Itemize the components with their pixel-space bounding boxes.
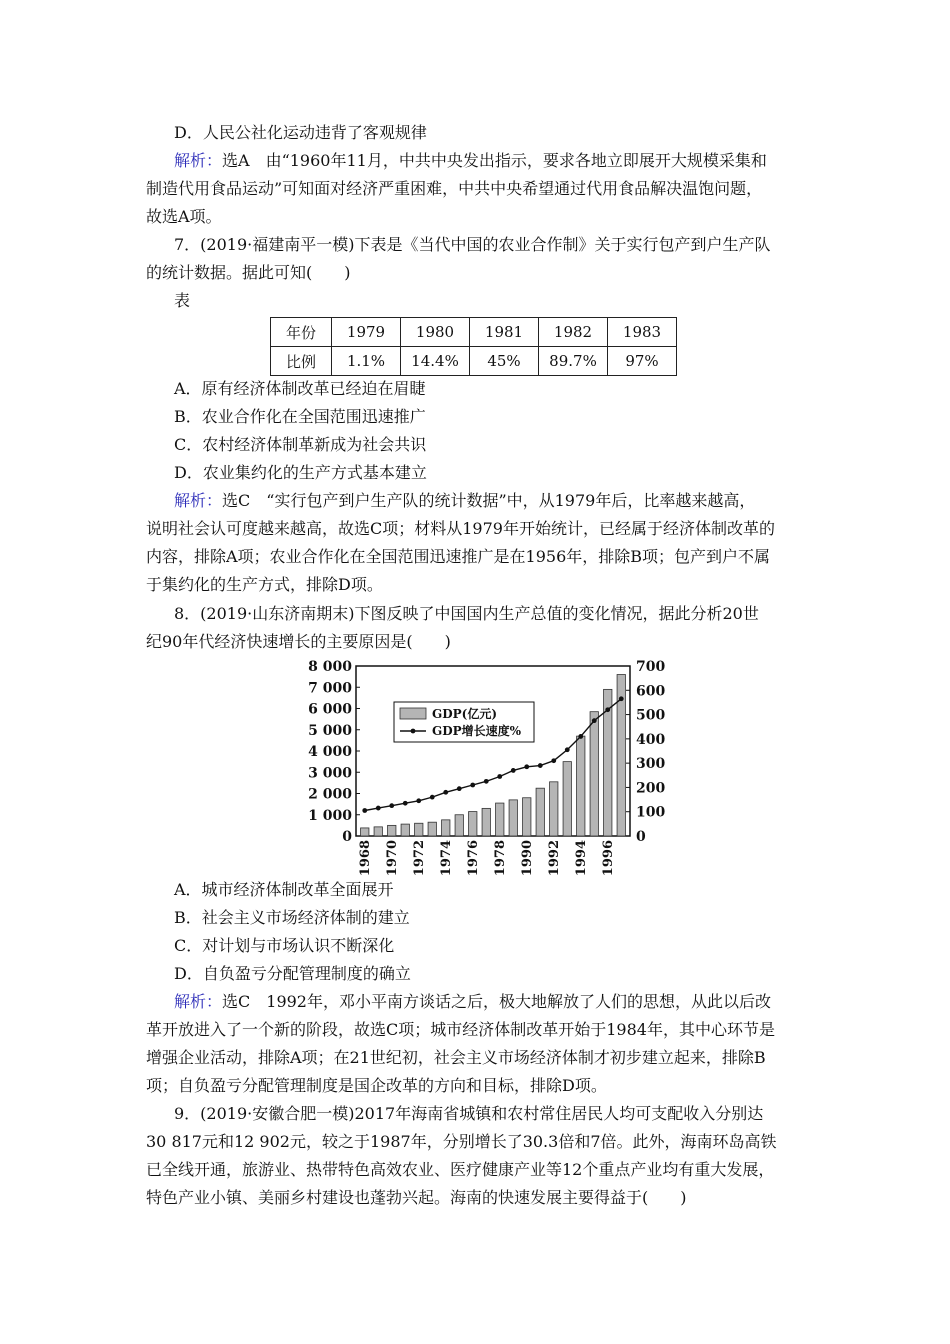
- legend-label-growth: GDP增长速度%: [432, 724, 522, 738]
- table-row: [271, 318, 677, 347]
- growth-point: [457, 786, 462, 791]
- left-axis-tick-label: 3 000: [308, 765, 352, 782]
- q7-analysis-line1: [174, 491, 755, 511]
- q8-option-c: C．对计划与市场认识不断深化: [174, 936, 395, 955]
- q7-option-a: A．原有经济体制改革已经迫在眉睫: [174, 379, 426, 398]
- growth-point: [605, 707, 610, 712]
- q7-analysis-line4: 于集约化的生产方式，排除D项。: [146, 575, 383, 594]
- q8-stem-line2: 纪90年代经济快速增长的主要原因是( ): [146, 632, 451, 651]
- gdp-bar: [509, 800, 517, 836]
- left-axis-tick-label: 0: [342, 829, 352, 845]
- right-axis-tick-label: 500: [636, 707, 666, 724]
- x-tick-label: 1972: [411, 840, 427, 877]
- q6-analysis-line1: [174, 151, 767, 171]
- growth-point: [511, 768, 516, 773]
- right-axis-tick-label: 100: [636, 804, 666, 821]
- x-tick-label: 1994: [573, 840, 589, 877]
- analysis-label: 解析：: [174, 491, 223, 510]
- q8-analysis-line2: 革开放进入了一个新的阶段，故选C项；城市经济体制改革开始于1984年，其中心环节是: [146, 1020, 775, 1039]
- right-axis-tick-label: 300: [636, 756, 666, 773]
- q7-analysis-line2: 说明社会认可度越来越高，故选C项；材料从1979年开始统计，已经属于经济体制改革的: [146, 519, 775, 538]
- gdp-bar: [536, 788, 544, 836]
- growth-point: [362, 808, 367, 813]
- q7-analysis-text1: 选C “实行包产到户生产队的统计数据”中，从1979年后，比率越来越高，: [222, 491, 756, 510]
- gdp-chart: [300, 652, 666, 877]
- growth-point: [497, 774, 502, 779]
- x-tick-label: 1974: [438, 840, 454, 877]
- x-tick-label: 1978: [492, 840, 508, 877]
- gdp-bar: [455, 815, 463, 836]
- chart-layer: [308, 659, 665, 876]
- q6-analysis-line2: 制造代用食品运动”可知面对经济严重困难，中共中央希望通过代用食品解决温饱问题，: [146, 179, 763, 198]
- x-tick-label: 1990: [519, 840, 535, 877]
- growth-point: [578, 734, 583, 739]
- q7-stem-line2: 的统计数据。据此可知( ): [146, 263, 351, 282]
- x-tick-label: 1968: [357, 840, 373, 877]
- q7-option-c: C．农村经济体制革新成为社会共识: [174, 435, 427, 454]
- right-axis-tick-label: 200: [636, 780, 666, 797]
- q8-option-d: D．自负盈亏分配管理制度的确立: [174, 964, 411, 983]
- q6-analysis-text1: 选A 由“1960年11月，中共中央发出指示，要求各地立即展开大规模采集和: [222, 151, 767, 170]
- legend-bar-swatch: [400, 708, 426, 719]
- growth-point: [443, 790, 448, 795]
- gdp-bar: [361, 828, 369, 836]
- legend-label-gdp: GDP(亿元): [432, 707, 498, 721]
- left-axis-tick-label: 6 000: [308, 701, 352, 718]
- q7-table-label: 表: [174, 291, 191, 310]
- right-axis-tick-label: 0: [636, 829, 646, 845]
- q8-analysis-line4: 项；自负盈亏分配管理制度是国企改革的方向和目标，排除D项。: [146, 1076, 607, 1095]
- growth-point: [403, 801, 408, 806]
- q7-option-d: D．农业集约化的生产方式基本建立: [174, 463, 427, 482]
- gdp-bar: [482, 808, 490, 836]
- growth-point: [538, 763, 543, 768]
- q8-analysis-line3: 增强企业活动，排除A项；在21世纪初，社会主义市场经济体制才初步建立起来，排除B: [146, 1048, 766, 1067]
- left-axis-tick-label: 7 000: [308, 680, 352, 697]
- left-axis-tick-label: 2 000: [308, 786, 352, 803]
- q6-analysis-line3: 故选A项。: [146, 207, 222, 226]
- gdp-bar: [496, 803, 504, 836]
- x-tick-label: 1996: [600, 840, 616, 877]
- table-cell: 1980: [401, 318, 470, 347]
- gdp-bar: [563, 762, 571, 836]
- left-axis-tick-label: 5 000: [308, 722, 352, 739]
- table-cell: 14.4%: [401, 347, 470, 376]
- growth-point: [551, 758, 556, 763]
- q8-stem-line1: 8．(2019·山东济南期末)下图反映了中国国内生产总值的变化情况，据此分析20世: [174, 604, 759, 623]
- gdp-bar: [523, 798, 531, 836]
- analysis-label: 解析：: [174, 151, 223, 170]
- q9-stem-line3: 已全线开通，旅游业、热带特色高效农业、医疗健康产业等12个重点产业均有重大发展，: [146, 1160, 775, 1179]
- table-cell: 1982: [539, 318, 608, 347]
- table-cell: 1983: [608, 318, 677, 347]
- table-cell: 1979: [332, 318, 401, 347]
- growth-point: [430, 795, 435, 800]
- growth-point: [565, 747, 570, 752]
- q9-stem-line2: 30 817元和12 902元，较之于1987年，分别增长了30.3倍和7倍。此外，海南环岛高铁: [146, 1132, 777, 1151]
- table-cell: 1.1%: [332, 347, 401, 376]
- left-axis-tick-label: 8 000: [308, 659, 352, 675]
- growth-point: [416, 798, 421, 803]
- gdp-bar: [590, 712, 598, 836]
- plot-frame: [356, 666, 630, 836]
- table-head-ratio: 比例: [271, 347, 332, 376]
- right-axis-tick-label: 700: [636, 659, 666, 675]
- q8-analysis-line1: [174, 992, 771, 1012]
- table-cell: 89.7%: [539, 347, 608, 376]
- gdp-bar: [428, 822, 436, 836]
- q8-analysis-text1: 选C 1992年，邓小平南方谈话之后，极大地解放了人们的思想，从此以后改: [222, 992, 771, 1011]
- q7-analysis-line3: 内容，排除A项；农业合作化在全国范围迅速推广是在1956年，排除B项；包产到户不属: [146, 547, 771, 566]
- left-axis-tick-label: 1 000: [308, 807, 352, 824]
- table-cell: 45%: [470, 347, 539, 376]
- q6-option-d: D．人民公社化运动违背了客观规律: [174, 123, 427, 142]
- right-axis-tick-label: 400: [636, 731, 666, 748]
- q9-stem-line1: 9．(2019·安徽合肥一模)2017年海南省城镇和农村常住居民人均可支配收入分别达: [174, 1104, 764, 1123]
- growth-point: [470, 783, 475, 788]
- table-row: [271, 347, 677, 376]
- growth-point: [484, 779, 489, 784]
- growth-point: [592, 718, 597, 723]
- gdp-bar: [401, 824, 409, 836]
- x-tick-label: 1992: [546, 840, 562, 877]
- gdp-bar: [550, 782, 558, 836]
- legend-line-marker: [411, 729, 416, 734]
- gdp-bar: [415, 823, 423, 836]
- right-axis-tick-label: 600: [636, 683, 666, 700]
- x-tick-label: 1976: [465, 840, 481, 877]
- x-tick-label: 1970: [384, 840, 400, 877]
- left-axis-tick-label: 4 000: [308, 744, 352, 760]
- q7-stem-line1: 7．(2019·福建南平一模)下表是《当代中国的农业合作制》关于实行包产到户生产队: [174, 235, 771, 254]
- gdp-bar: [374, 827, 382, 836]
- q8-option-a: A．城市经济体制改革全面展开: [174, 880, 394, 899]
- growth-point: [376, 806, 381, 811]
- growth-point: [619, 696, 624, 701]
- analysis-label: 解析：: [174, 992, 223, 1011]
- q9-stem-line4: 特色产业小镇、美丽乡村建设也蓬勃兴起。海南的快速发展主要得益于( ): [146, 1188, 687, 1207]
- gdp-bar: [388, 825, 396, 836]
- table-cell: 97%: [608, 347, 677, 376]
- q7-option-b: B．农业合作化在全国范围迅速推广: [174, 407, 426, 426]
- gdp-bar: [577, 736, 585, 836]
- gdp-bar: [469, 812, 477, 836]
- q8-option-b: B．社会主义市场经济体制的建立: [174, 908, 410, 927]
- gdp-bar: [442, 820, 450, 836]
- table-head-year: 年份: [271, 318, 332, 347]
- growth-point: [389, 803, 394, 808]
- growth-point: [524, 764, 529, 769]
- table-cell: 1981: [470, 318, 539, 347]
- q7-data-table: [270, 317, 677, 376]
